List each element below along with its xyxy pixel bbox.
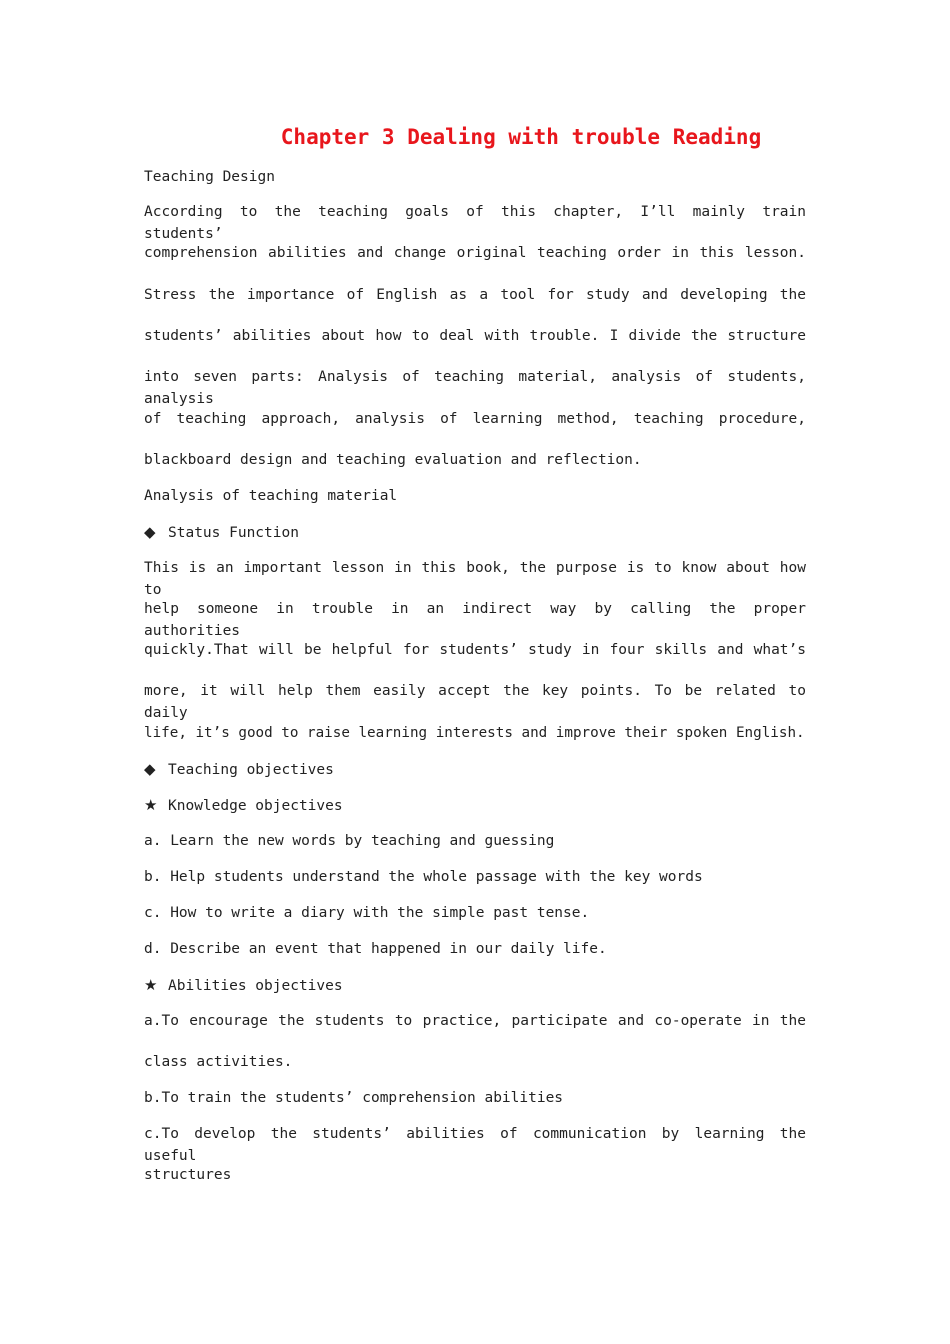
list-item: b. Help students understand the whole passage with the key words <box>144 869 703 885</box>
paragraph-line: Stress the importance of English as a tool for study and developing the <box>144 287 806 303</box>
paragraph-line: According to the teaching goals of this chapter, I’ll mainly train students’ <box>144 204 806 242</box>
paragraph-line: comprehension abilities and change original teaching order in this lesson. <box>144 245 806 261</box>
status-function-label: Status Function <box>168 525 299 541</box>
list-item-continuation: class activities. <box>144 1054 293 1070</box>
section-heading-analysis: Analysis of teaching material <box>144 488 398 504</box>
list-item-continuation: structures <box>144 1167 232 1183</box>
teaching-objectives-label: Teaching objectives <box>168 762 334 778</box>
knowledge-objectives-heading <box>144 794 806 817</box>
section-heading-teaching-design: Teaching Design <box>144 169 275 185</box>
diamond-bullet-icon: ◆ <box>144 523 156 541</box>
abilities-objectives-heading <box>144 974 806 997</box>
paragraph-line: students’ abilities about how to deal with trouble. I divide the structure <box>144 328 806 344</box>
list-item: a.To encourage the students to practice, participate and co-operate in the <box>144 1013 806 1029</box>
abilities-objectives-label: Abilities objectives <box>168 978 343 994</box>
list-item: c. How to write a diary with the simple past tense. <box>144 905 590 921</box>
paragraph-line: into seven parts: Analysis of teaching material, analysis of students, analysis <box>144 369 806 407</box>
star-bullet-icon: ★ <box>144 796 158 814</box>
list-item: d. Describe an event that happened in our daily life. <box>144 941 607 957</box>
paragraph-line: blackboard design and teaching evaluation and reflection. <box>144 452 642 468</box>
paragraph-line: help someone in trouble in an indirect way by calling the proper authorities <box>144 601 806 639</box>
paragraph-line: more, it will help them easily accept the key points. To be related to daily <box>144 683 806 721</box>
list-item: b.To train the students’ comprehension abilities <box>144 1090 564 1106</box>
paragraph-line: This is an important lesson in this book, the purpose is to know about how to <box>144 560 806 598</box>
document-title: Chapter 3 Dealing with trouble Reading <box>280 125 762 149</box>
paragraph-line: quickly.That will be helpful for students’ study in four skills and what’s <box>144 642 806 658</box>
teaching-objectives-heading <box>144 758 806 781</box>
star-bullet-icon: ★ <box>144 976 158 994</box>
status-function-heading <box>144 521 806 544</box>
diamond-bullet-icon: ◆ <box>144 760 156 778</box>
paragraph-line: life, it’s good to raise learning interests and improve their spoken English. <box>144 725 805 741</box>
list-item: c.To develop the students’ abilities of communication by learning the useful <box>144 1126 806 1164</box>
paragraph-line: of teaching approach, analysis of learning method, teaching procedure, <box>144 411 806 427</box>
knowledge-objectives-label: Knowledge objectives <box>168 798 343 814</box>
list-item: a. Learn the new words by teaching and guessing <box>144 833 555 849</box>
